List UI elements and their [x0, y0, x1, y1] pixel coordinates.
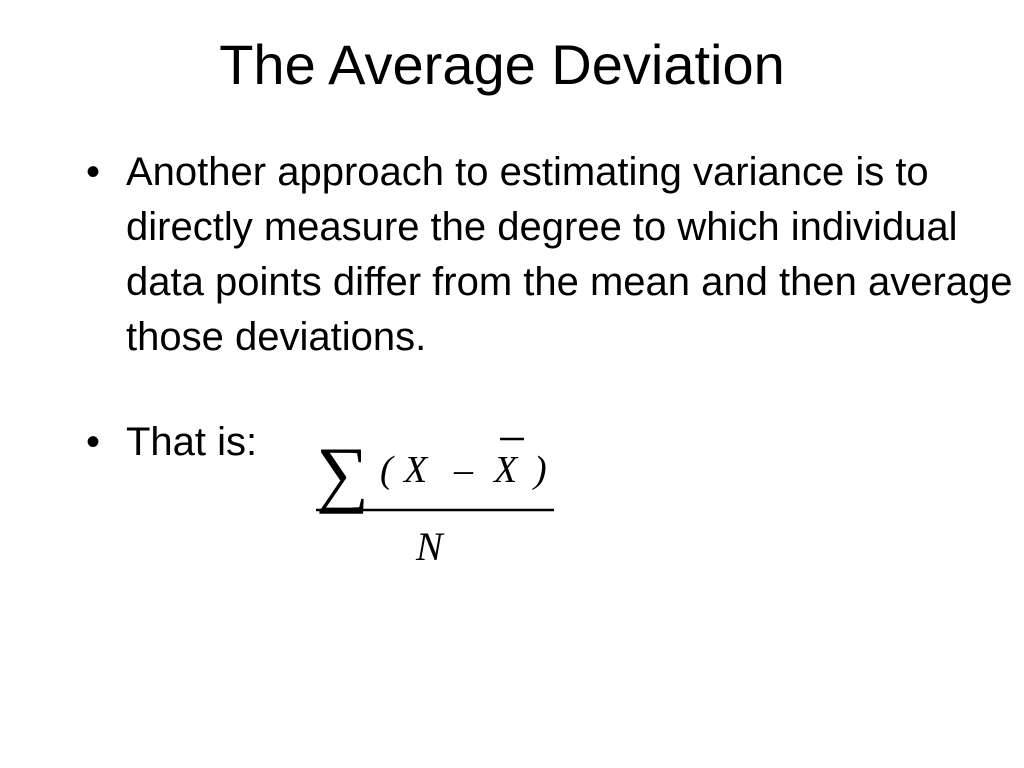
bullet-marker: • [86, 150, 101, 194]
bullet-list [86, 145, 1013, 470]
bullet-text: That is: [126, 420, 258, 464]
open-paren: ( [380, 449, 393, 491]
average-deviation-formula [316, 426, 556, 576]
close-paren: ) [534, 449, 547, 491]
minus-operator: – [454, 449, 473, 491]
bullet-marker: • [86, 420, 101, 464]
denominator-n: N [416, 524, 443, 569]
sum-symbol: ∑ [316, 433, 369, 515]
slide-title: The Average Deviation [219, 33, 785, 96]
bullet-item [86, 145, 1016, 365]
variable-x: X [404, 449, 428, 491]
bullet-text: Another approach to estimating variance is to directly measure the degree to which individual data points differ from the mean and then average those deviations. [126, 150, 1013, 359]
mean-variable-x: X [494, 449, 518, 491]
